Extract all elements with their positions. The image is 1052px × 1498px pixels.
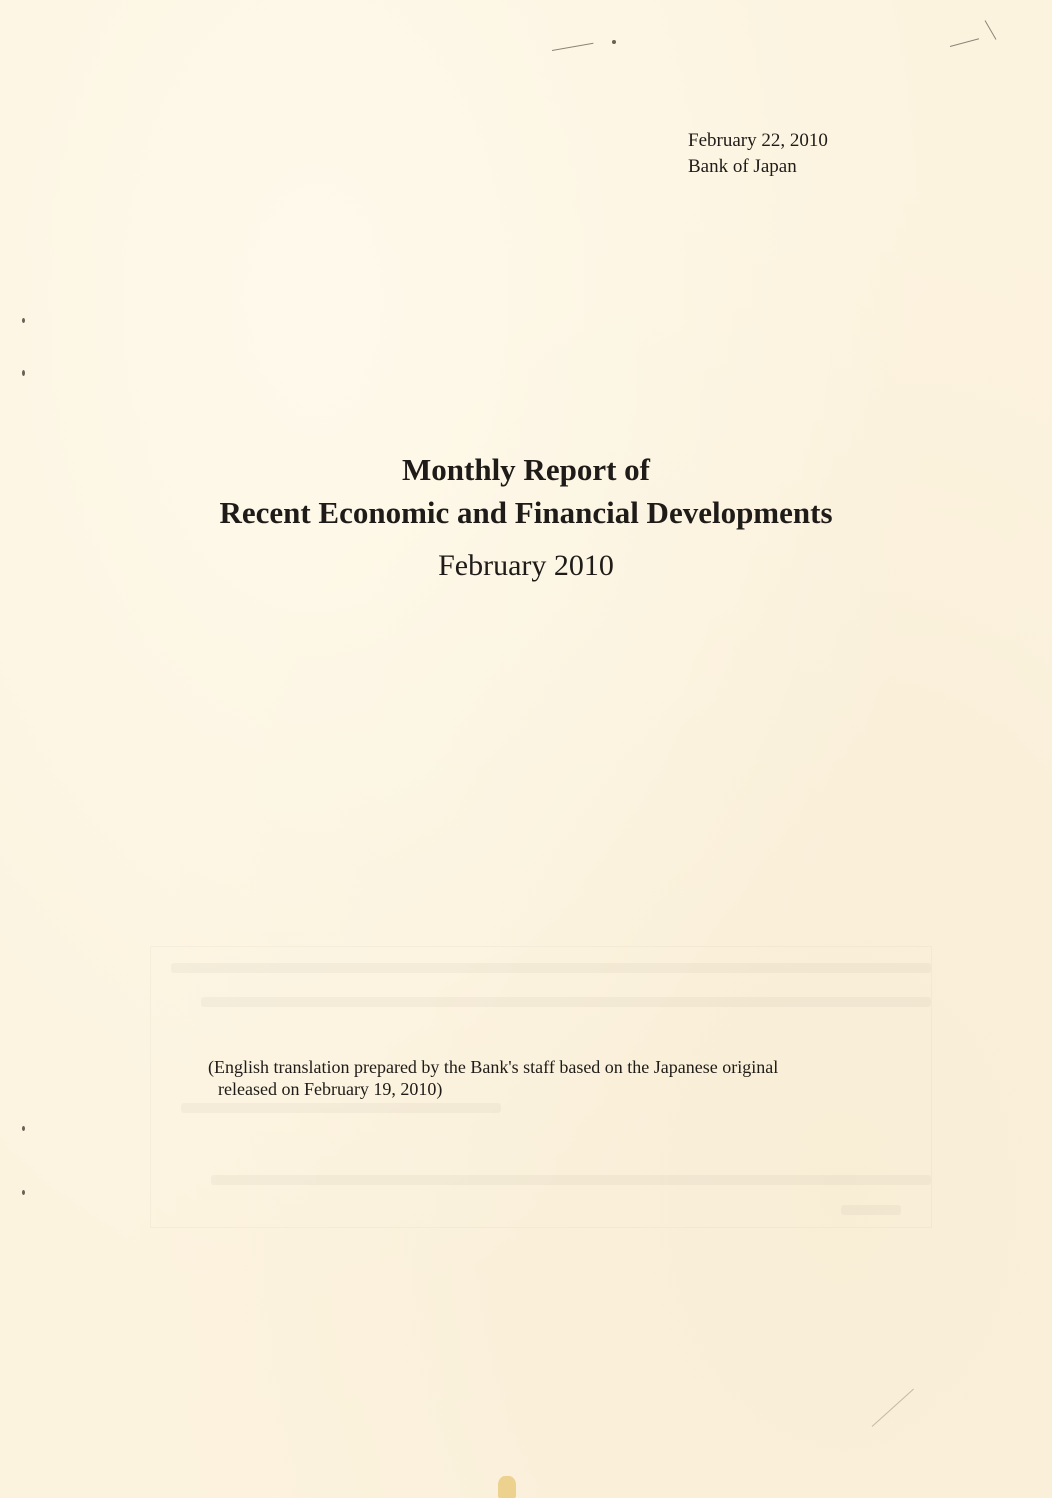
translation-note-line-2: released on February 19, 2010) (218, 1079, 443, 1099)
scan-mark (985, 20, 997, 40)
translation-note (208, 1056, 778, 1100)
scan-mark (950, 38, 979, 47)
release-date: February 22, 2010 (688, 130, 828, 151)
bleed-through-line (171, 963, 931, 973)
scan-speck (22, 370, 25, 376)
document-header (688, 128, 828, 180)
title-line-2: Recent Economic and Financial Developments (219, 495, 833, 530)
bleed-through-line (201, 997, 931, 1007)
report-period: February 2010 (438, 549, 614, 582)
title-block (0, 448, 1052, 586)
scan-mark (872, 1389, 914, 1427)
bleed-through-line (181, 1103, 501, 1113)
paper-stain (498, 1476, 516, 1498)
bleed-through-line (841, 1205, 901, 1215)
scan-mark (552, 43, 594, 51)
scan-speck (612, 40, 616, 44)
scan-speck (22, 1190, 25, 1195)
translation-note-line-1: (English translation prepared by the Bank's staff based on the Japanese original (208, 1057, 779, 1077)
scan-speck (22, 318, 25, 323)
scan-speck (22, 1126, 25, 1131)
institution-name: Bank of Japan (688, 156, 797, 177)
title-line-1: Monthly Report of (402, 452, 650, 487)
bleed-through-line (211, 1175, 931, 1185)
